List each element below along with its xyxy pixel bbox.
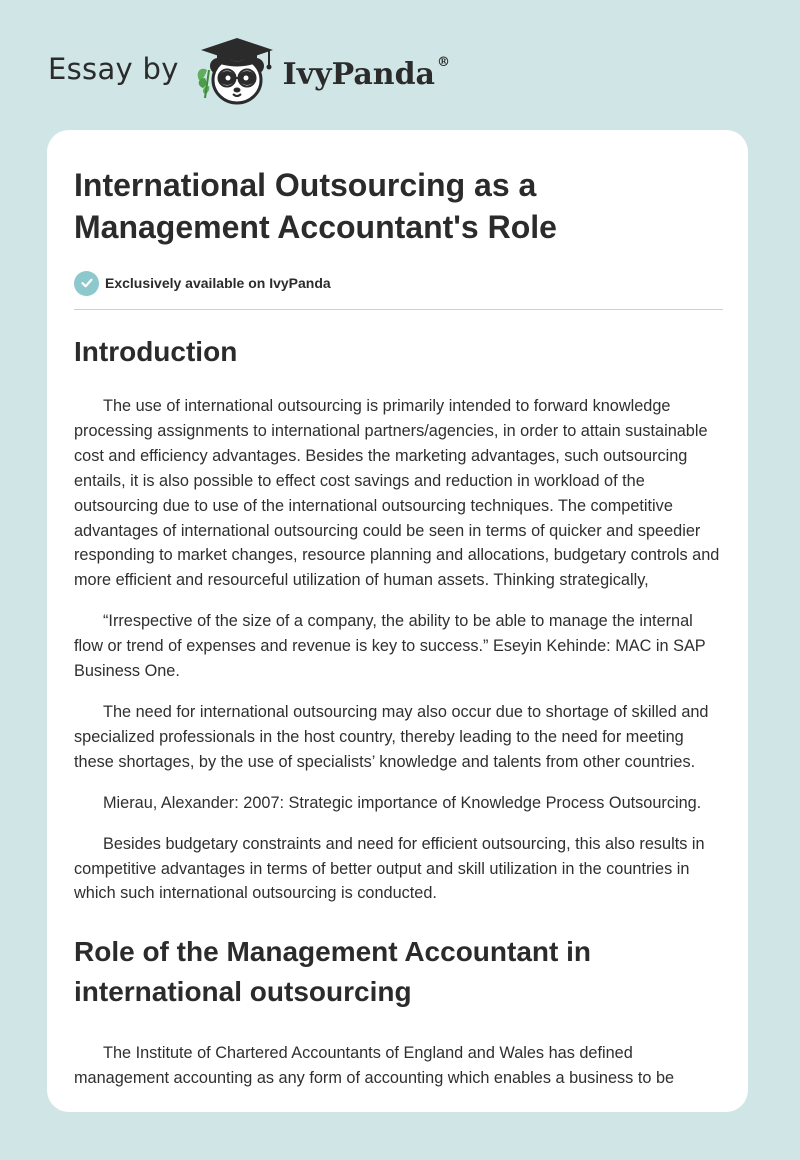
brand-name: IvyPanda ® — [282, 54, 450, 92]
section-heading-introduction: Introduction — [74, 336, 238, 367]
article-card — [47, 130, 748, 1112]
citation-paragraph: Mierau, Alexander: 2007: Strategic importance of Knowledge Process Outsourcing. — [103, 793, 702, 812]
paragraph: The Institute of Chartered Accountants of England and Wales has defined management accounting as any form of accounting which enables a business to be — [74, 1044, 675, 1088]
panda-graduate-icon — [193, 36, 281, 108]
registered-mark: ® — [437, 54, 450, 70]
paragraph: Besides budgetary constraints and need for efficient outsourcing, this also results in competitive advantages in terms of better output and skill utilization in the countries in which such international outsourcing is conducted. — [74, 834, 705, 903]
paragraph: The need for international outsourcing may also occur due to shortage of skilled and specialized professionals in the host country, thereby leading to the need for meeting these shortages, by the use of specialists’ knowledge and talents from other countries. — [74, 702, 709, 771]
site-header-logo[interactable] — [48, 36, 450, 108]
paragraph: The use of international outsourcing is primarily intended to forward knowledge processing assignments to international partners/agencies, in order to attain sustainable cost and efficiency advantages. Besides the marketing advantages, such outsourcing entails, it is also possible to effect cost savings and reduction in workload of the outsourcing due to use of the international outsourcing techniques. The competitive advantages of international outsourcing could be seen in terms of quicker and speedier responding to market changes, resource planning and allocations, budgetary controls and more efficient and resourceful utilization of human assets. Thinking strategically, — [74, 397, 720, 590]
exclusive-badge-text: Exclusively available on IvyPanda — [105, 275, 331, 291]
article-title: International Outsourcing as a Management Accountant's Role — [74, 167, 557, 245]
essay-by-label: Essay by — [48, 52, 179, 86]
title-divider — [74, 309, 723, 310]
quote-paragraph: “Irrespective of the size of a company, the ability to be able to manage the internal flow or trend of expenses and revenue is key to success.” Eseyin Kehinde: MAC in SAP Business One. — [74, 612, 706, 681]
check-circle-icon — [74, 271, 99, 296]
exclusive-badge — [74, 270, 723, 296]
section-heading-role: Role of the Management Accountant in international outsourcing — [74, 936, 591, 1008]
